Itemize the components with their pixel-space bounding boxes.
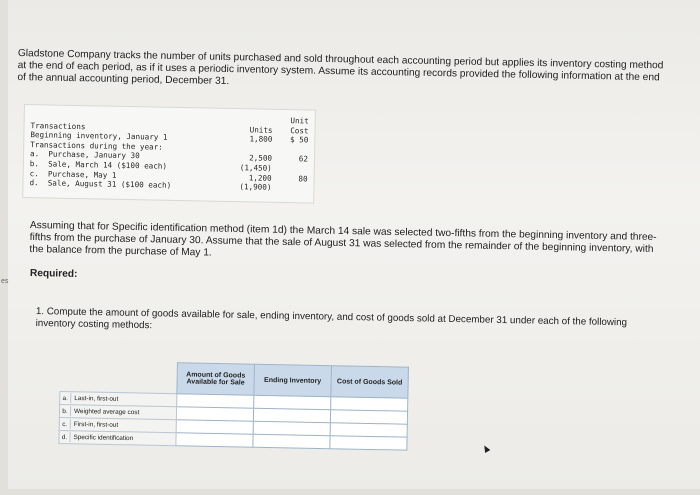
method-label: c. First-in, first-out	[59, 417, 176, 432]
method-label: d. Specific identification	[59, 430, 176, 445]
wac-cogs-input[interactable]	[331, 410, 407, 423]
lifo-goods-available-input[interactable]	[177, 394, 253, 407]
transaction-row: b. Sale, March 14 ($100 each) (1,450)	[29, 159, 272, 173]
problem-intro: Gladstone Company tracks the number of units purchased and sold throughout each accounting period but applies its inventory costing method at the end of each period, as if it uses a periodic inventory system. Assume its accounting records provided the following information at the end of the annual accounting period, December 31.	[17, 48, 664, 88]
transactions-table	[29, 111, 308, 193]
side-mark: es	[1, 278, 9, 285]
answer-table	[58, 360, 409, 451]
goods-available-header: Amount of Goods Available for Sale	[177, 363, 255, 395]
wac-goods-available-input[interactable]	[177, 407, 253, 420]
question-1: 1. Compute the amount of goods available for sale, ending inventory, and cost of goods sold at December 31 under each of the following inventory costing methods:	[35, 306, 628, 332]
specific-cogs-input[interactable]	[330, 436, 406, 449]
specific-goods-available-input[interactable]	[176, 433, 252, 446]
left-gutter	[0, 0, 8, 495]
transaction-row: Beginning inventory, January 1 1,800 $ 50	[30, 130, 309, 145]
method-label: b. Weighted average cost	[59, 405, 176, 420]
cogs-header: Cost of Goods Sold	[331, 366, 409, 398]
specific-ending-inventory-input[interactable]	[253, 435, 329, 448]
method-label: a. Last-in, first-out	[60, 392, 177, 407]
transaction-row: Transactions during the year:	[30, 139, 163, 152]
transaction-row: d. Sale, August 31 ($100 each) (1,900)	[29, 178, 272, 192]
wac-ending-inventory-input[interactable]	[254, 409, 330, 422]
assumption-paragraph: Assuming that for Specific identification method (item 1d) the March 14 sale was selected two-fifths from the beginning inventory and three-fifths from the purchase of January 30. Assume that the sale of August 31 was selected from the remainder of the beginning inventory, with the balance from the purchase of May 1.	[29, 220, 657, 259]
transaction-row: c. Purchase, May 1 1,200 80	[29, 168, 308, 184]
lifo-cogs-input[interactable]	[331, 397, 407, 410]
fifo-cogs-input[interactable]	[331, 423, 407, 436]
answer-table-wrap	[58, 360, 409, 451]
transactions-header: Transactions	[30, 120, 86, 131]
fifo-ending-inventory-input[interactable]	[254, 422, 330, 435]
transactions-box	[22, 104, 316, 204]
unit-cost-header: Unit Cost	[290, 116, 309, 136]
fifo-goods-available-input[interactable]	[177, 420, 253, 433]
bottom-edge	[0, 489, 700, 495]
transaction-row: a. Purchase, January 30 2,500 62	[29, 149, 309, 164]
mouse-cursor-icon	[482, 444, 491, 453]
units-header: Units	[249, 124, 273, 135]
required-label: Required:	[29, 268, 78, 280]
lifo-ending-inventory-input[interactable]	[254, 396, 330, 409]
ending-inventory-header: Ending Inventory	[254, 364, 332, 396]
